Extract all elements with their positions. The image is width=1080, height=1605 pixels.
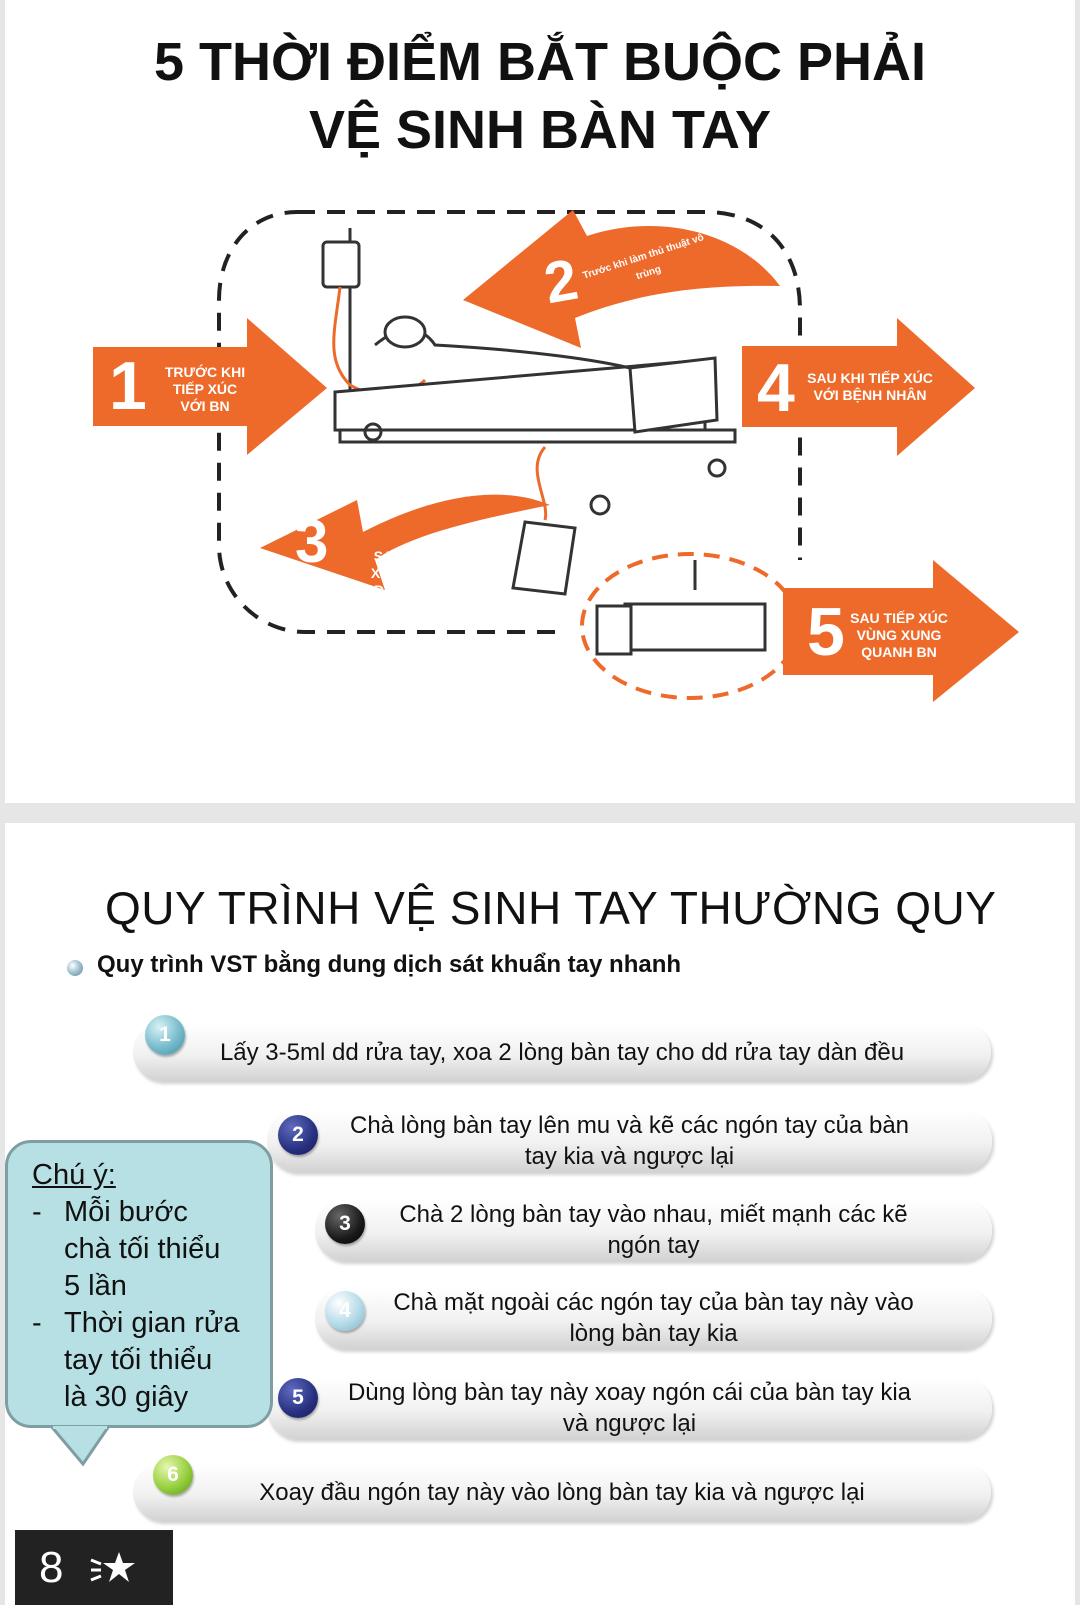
step-1-box xyxy=(133,1023,991,1081)
step-5-box xyxy=(267,1377,992,1439)
step-4-text: Chà mặt ngoài các ngón tay của bàn tay này vào lòng bàn tay kia xyxy=(393,1289,914,1347)
note-heading: Chú ý: xyxy=(32,1159,116,1191)
step-5-badge: 5 xyxy=(278,1378,318,1418)
callout-tail xyxy=(49,1426,119,1468)
step-4-box xyxy=(315,1287,992,1349)
title-line-2: VỆ SINH BÀN TAY xyxy=(308,100,772,160)
moment-5-label: SAU TIẾP XÚC VÙNG XUNG QUANH BN xyxy=(850,610,948,660)
step-2-badge: 2 xyxy=(278,1115,318,1155)
note-item-2: - Thời gian rửa tay tối thiểu là 30 giây xyxy=(32,1307,240,1413)
moment-2-label: Trước khi làm thủ thuật vô trùng xyxy=(581,232,706,283)
moment-3-number: 3 xyxy=(295,508,329,575)
step-3-box xyxy=(315,1199,992,1261)
step-2-text: Chà lòng bàn tay lên mu và kẽ các ngón tay của bàn tay kia và ngược lại xyxy=(349,1112,910,1170)
bullet-icon xyxy=(67,960,83,976)
step-3-text: Chà 2 lòng bàn tay vào nhau, miết mạnh các kẽ ngón tay xyxy=(399,1201,908,1259)
note-callout xyxy=(5,1140,273,1428)
moment-1-label: TRƯỚC KHI TIẾP XÚC VỚI BN xyxy=(164,364,246,414)
title-line-1: 5 THỜI ĐIỂM BẮT BUỘC PHẢI xyxy=(153,32,927,92)
moment-3-label: SAU KHI TIẾP XÚC VỚI MÁU, DỊCH CƠ THỂ xyxy=(370,548,470,598)
step-1-text: Lấy 3-5ml dd rửa tay, xoa 2 lòng bàn tay cho dd rửa tay dàn đều xyxy=(219,1038,905,1066)
moment-2-number: 2 xyxy=(539,246,583,317)
moment-5-number: 5 xyxy=(807,594,845,670)
step-2-box xyxy=(267,1110,992,1172)
moment-4-label: SAU KHI TIẾP XÚC VỚI BỆNH NHÂN xyxy=(807,370,933,403)
page-number: 8 xyxy=(39,1542,64,1592)
sparkle-star-icon xyxy=(89,1548,139,1588)
step-6-box xyxy=(133,1463,991,1521)
slide-footer xyxy=(15,1530,173,1605)
procedure-subheading: Quy trình VST bằng dung dịch sát khuẩn tay nhanh xyxy=(67,951,681,979)
note-item-1: - Mỗi bước chà tối thiểu 5 lần xyxy=(32,1196,221,1302)
step-1-badge: 1 xyxy=(145,1015,185,1055)
moment-1-number: 1 xyxy=(109,348,147,424)
step-3-badge: 3 xyxy=(325,1204,365,1244)
slide-handwash-procedure xyxy=(5,823,1075,1605)
step-4-badge: 4 xyxy=(325,1291,365,1331)
slide-five-moments xyxy=(5,0,1075,803)
moment-4-number: 4 xyxy=(757,350,795,426)
procedure-title: QUY TRÌNH VỆ SINH TAY THƯỜNG QUY xyxy=(105,882,997,934)
step-6-text: Xoay đầu ngón tay này vào lòng bàn tay kia và ngược lại xyxy=(259,1478,865,1506)
step-5-text: Dùng lòng bàn tay này xoay ngón cái của bàn tay kia và ngược lại xyxy=(347,1379,912,1437)
step-6-badge: 6 xyxy=(153,1455,193,1495)
